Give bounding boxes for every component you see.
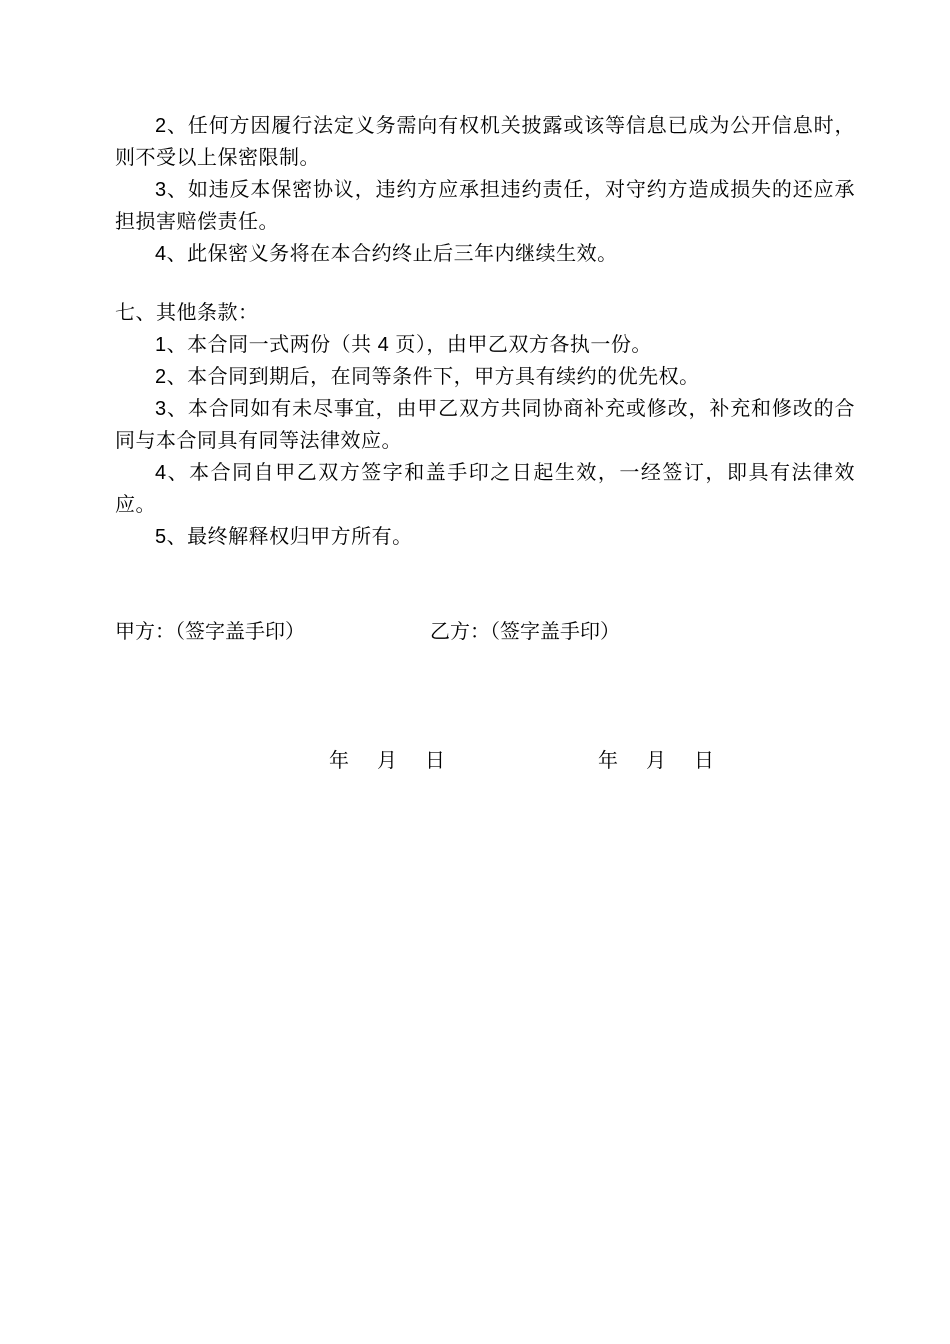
clause-confidentiality-duration: 4、此保密义务将在本合约终止后三年内继续生效。 [155, 243, 618, 265]
party-b-signature-label: 乙方：（签字盖手印） [430, 621, 620, 643]
party-a-date-line: 年 月 日 [329, 750, 449, 772]
clause-breach-liability: 3、如违反本保密协议，违约方应承担违约责任，对守约方造成损失的还应承担损害赔偿责任。 [115, 179, 855, 233]
section-seven-title: 七、其他条款： [115, 302, 259, 324]
other-clause-amendments: 3、本合同如有未尽事宜，由甲乙双方共同协商补充或修改，补充和修改的合同与本合同具有同等法律效应。 [115, 398, 855, 452]
other-clause-copies: 1、本合同一式两份（共 4 页），由甲乙双方各执一份。 [155, 334, 652, 356]
clause-legal-disclosure: 2、任何方因履行法定义务需向有权机关披露或该等信息已成为公开信息时，则不受以上保密限制。 [115, 115, 855, 169]
party-b-date-line: 年 月 日 [598, 750, 718, 772]
other-clause-interpretation-right: 5、最终解释权归甲方所有。 [155, 526, 413, 548]
party-a-signature-label: 甲方：（签字盖手印） [115, 621, 305, 643]
signature-row [115, 616, 855, 648]
other-clause-effective-date: 4、本合同自甲乙双方签字和盖手印之日起生效，一经签订，即具有法律效应。 [115, 462, 855, 516]
other-clause-renewal-priority: 2、本合同到期后，在同等条件下，甲方具有续约的优先权。 [155, 366, 700, 388]
date-row [115, 745, 855, 777]
